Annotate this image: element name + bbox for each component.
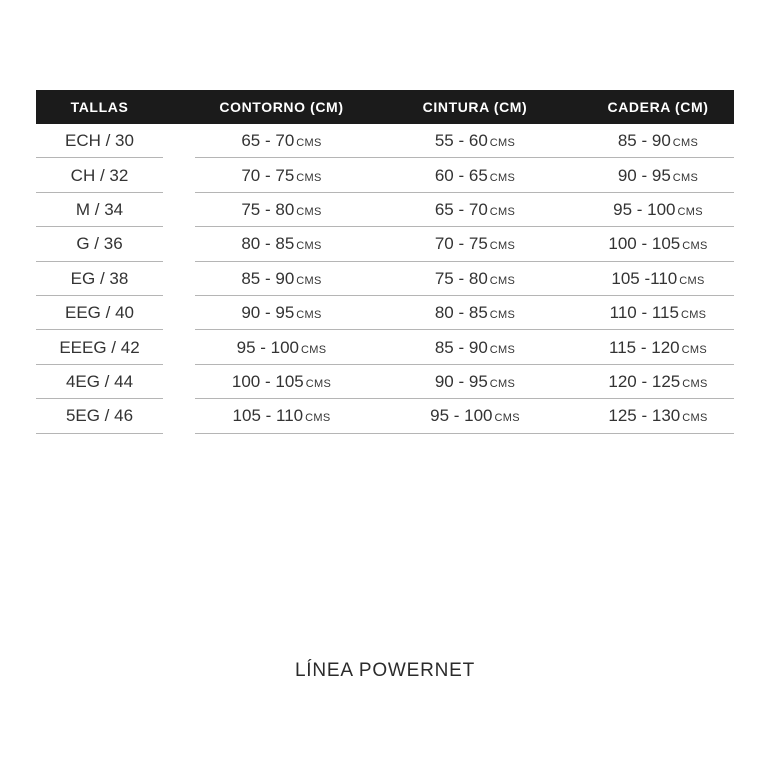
unit-label: CMS	[296, 205, 322, 218]
header-contorno: CONTORNO (CM)	[219, 99, 344, 115]
size-cell: CH / 32	[70, 165, 129, 185]
cadera-cell	[582, 303, 734, 323]
contorno-cell	[195, 406, 368, 426]
contorno-cell	[195, 234, 368, 254]
size-cell: ECH / 30	[65, 131, 134, 151]
unit-label: CMS	[489, 343, 516, 356]
size-cell: EG / 38	[70, 268, 129, 288]
size-cell: 5EG / 46	[65, 406, 134, 426]
cadera-range: 85 - 90	[617, 131, 671, 151]
cintura-cell	[368, 166, 582, 186]
cintura-range: 65 - 70	[434, 199, 488, 219]
cintura-cell	[368, 406, 582, 426]
unit-label: CMS	[489, 309, 516, 322]
contorno-range: 105 - 110	[232, 406, 304, 426]
unit-label: CMS	[489, 377, 516, 390]
unit-label: CMS	[680, 309, 707, 322]
size-cell: M / 34	[75, 199, 124, 219]
unit-label: CMS	[489, 171, 516, 184]
cadera-cell	[582, 372, 734, 392]
unit-label: CMS	[296, 309, 322, 322]
header-cadera: CADERA (CM)	[607, 99, 709, 115]
table-row	[36, 399, 734, 433]
cintura-range: 95 - 100	[430, 406, 493, 426]
cadera-cell	[582, 234, 734, 254]
unit-label: CMS	[681, 343, 707, 356]
contorno-cell	[195, 338, 368, 358]
unit-label: CMS	[677, 205, 703, 218]
cadera-cell	[582, 166, 734, 186]
table-row	[36, 158, 734, 192]
cintura-cell	[368, 200, 582, 220]
unit-label: CMS	[679, 274, 705, 287]
size-cell: EEEG / 42	[59, 337, 140, 357]
size-chart-table	[36, 90, 734, 434]
table-row	[36, 330, 734, 364]
cadera-cell	[582, 200, 734, 220]
contorno-cell	[195, 200, 368, 220]
unit-label: CMS	[489, 240, 516, 253]
cintura-cell	[368, 303, 582, 323]
size-cell: EEG / 40	[65, 303, 134, 323]
unit-label: CMS	[305, 377, 332, 390]
cadera-range: 120 - 125	[608, 371, 681, 391]
cadera-range: 110 - 115	[609, 303, 679, 323]
unit-label: CMS	[296, 137, 322, 150]
cintura-range: 55 - 60	[434, 131, 488, 151]
unit-label: CMS	[682, 412, 708, 425]
unit-label: CMS	[296, 274, 322, 287]
row-divider-right	[195, 433, 734, 434]
contorno-cell	[195, 372, 368, 392]
unit-label: CMS	[296, 240, 322, 253]
contorno-range: 80 - 85	[241, 234, 295, 254]
cadera-cell	[582, 131, 734, 151]
unit-label: CMS	[682, 377, 708, 390]
contorno-range: 100 - 105	[231, 371, 304, 391]
cintura-range: 85 - 90	[434, 337, 488, 357]
cadera-cell	[582, 269, 734, 289]
contorno-cell	[195, 303, 368, 323]
footer-title: LÍNEA POWERNET	[294, 660, 476, 681]
cintura-cell	[368, 131, 582, 151]
table-header	[36, 90, 734, 124]
cadera-range: 95 - 100	[613, 199, 676, 219]
table-row	[36, 365, 734, 399]
contorno-range: 90 - 95	[241, 303, 295, 323]
cintura-range: 80 - 85	[434, 303, 488, 323]
cadera-range: 90 - 95	[617, 165, 671, 185]
unit-label: CMS	[494, 412, 520, 425]
contorno-range: 65 - 70	[241, 131, 295, 151]
cadera-cell	[582, 406, 734, 426]
contorno-cell	[195, 166, 368, 186]
row-divider-left	[36, 433, 163, 434]
cadera-range: 125 - 130	[608, 406, 681, 426]
cadera-range: 105 -110	[611, 268, 678, 288]
cintura-range: 90 - 95	[434, 371, 488, 391]
table-row	[36, 124, 734, 158]
table-row	[36, 227, 734, 261]
cintura-range: 60 - 65	[434, 165, 488, 185]
unit-label: CMS	[672, 137, 699, 150]
table-row	[36, 262, 734, 296]
unit-label: CMS	[682, 240, 708, 253]
cintura-cell	[368, 269, 582, 289]
cadera-range: 115 - 120	[609, 337, 680, 357]
header-cintura: CINTURA (CM)	[422, 99, 528, 115]
unit-label: CMS	[305, 412, 331, 425]
table-row	[36, 296, 734, 330]
contorno-cell	[195, 269, 368, 289]
table-row	[36, 193, 734, 227]
header-tallas: TALLAS	[70, 99, 129, 115]
unit-label: CMS	[489, 137, 516, 150]
cintura-cell	[368, 234, 582, 254]
contorno-range: 85 - 90	[241, 268, 295, 288]
table-body	[36, 124, 734, 434]
unit-label: CMS	[489, 205, 516, 218]
unit-label: CMS	[672, 171, 699, 184]
unit-label: CMS	[489, 274, 516, 287]
size-cell: 4EG / 44	[65, 371, 134, 391]
contorno-cell	[195, 131, 368, 151]
cintura-cell	[368, 338, 582, 358]
unit-label: CMS	[301, 343, 327, 356]
unit-label: CMS	[296, 171, 322, 184]
cadera-cell	[582, 338, 734, 358]
contorno-range: 75 - 80	[241, 199, 295, 219]
size-cell: G / 36	[76, 234, 123, 254]
cintura-cell	[368, 372, 582, 392]
cintura-range: 70 - 75	[434, 234, 488, 254]
cadera-range: 100 - 105	[608, 234, 681, 254]
contorno-range: 95 - 100	[236, 337, 300, 357]
cintura-range: 75 - 80	[434, 268, 488, 288]
contorno-range: 70 - 75	[241, 165, 295, 185]
